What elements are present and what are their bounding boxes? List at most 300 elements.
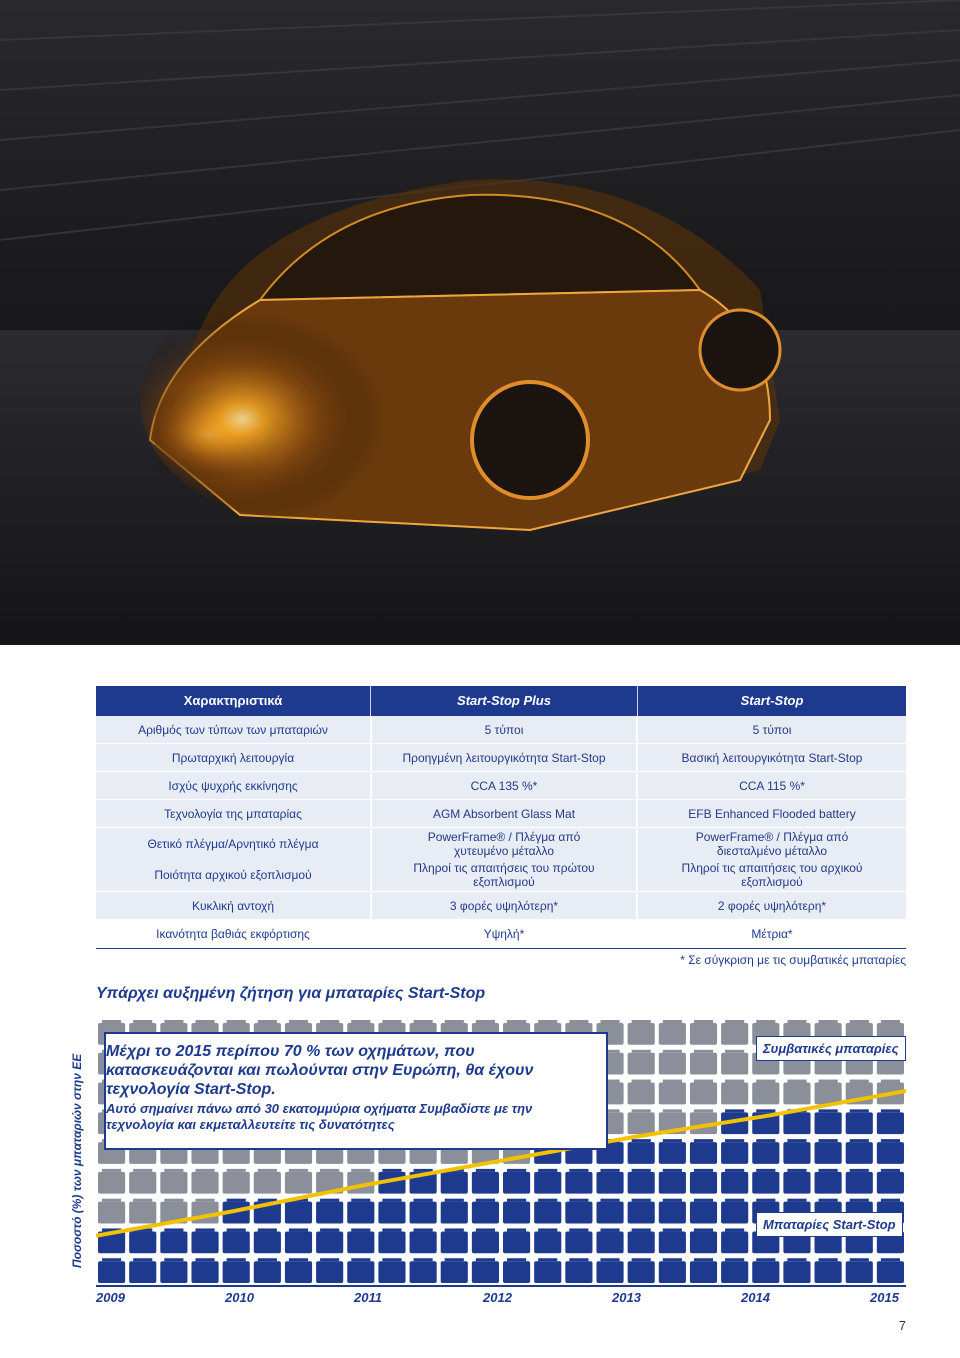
battery-terminal [476, 1020, 495, 1023]
battery-terminal [289, 1258, 308, 1261]
header-start-stop: Start-Stop [740, 693, 804, 708]
table-row [96, 800, 906, 828]
battery-cell-conventional [628, 1112, 655, 1134]
battery-terminal [725, 1080, 744, 1083]
row-label: Κυκλική αντοχή [96, 892, 370, 920]
cell-std: 5 τύποι [638, 716, 906, 744]
battery-terminal [881, 1020, 900, 1023]
battery-terminal [195, 1228, 214, 1231]
battery-terminal [663, 1139, 682, 1142]
battery-terminal [258, 1228, 277, 1231]
battery-cell-start-stop [316, 1202, 343, 1224]
battery-terminal [819, 1109, 838, 1112]
battery-terminal [850, 1139, 869, 1142]
battery-terminal [881, 1109, 900, 1112]
battery-cell-start-stop [472, 1202, 499, 1224]
battery-terminal [694, 1228, 713, 1231]
cell-plus: Προηγμένη λειτουργικότητα Start-Stop [370, 744, 638, 772]
battery-cell-start-stop [815, 1112, 842, 1134]
battery-cell-start-stop [503, 1202, 530, 1224]
battery-terminal [694, 1080, 713, 1083]
battery-cell-start-stop [254, 1261, 281, 1283]
battery-terminal [382, 1258, 401, 1261]
battery-cell-start-stop [628, 1261, 655, 1283]
battery-cell-start-stop [783, 1112, 810, 1134]
battery-terminal [881, 1169, 900, 1172]
label-conventional-batteries: Συμβατικές μπαταρίες [756, 1036, 906, 1061]
battery-cell-start-stop [98, 1261, 125, 1283]
battery-terminal [227, 1169, 246, 1172]
table-row [96, 716, 906, 744]
battery-terminal [351, 1199, 370, 1202]
battery-cell-conventional [659, 1023, 686, 1045]
battery-terminal [195, 1169, 214, 1172]
battery-terminal [787, 1169, 806, 1172]
row-label: Αριθμός των τύπων των μπαταριών [96, 716, 370, 744]
battery-terminal [164, 1199, 183, 1202]
battery-cell-conventional [628, 1023, 655, 1045]
battery-cell-start-stop [877, 1172, 904, 1194]
battery-terminal [819, 1169, 838, 1172]
battery-cell-start-stop [410, 1231, 437, 1253]
battery-cell-start-stop [690, 1202, 717, 1224]
battery-terminal [320, 1228, 339, 1231]
battery-cell-start-stop [877, 1142, 904, 1164]
x-tick-label: 2015 [870, 1290, 899, 1305]
battery-terminal [725, 1050, 744, 1053]
battery-cell-start-stop [347, 1261, 374, 1283]
battery-cell-start-stop [316, 1231, 343, 1253]
battery-terminal [164, 1258, 183, 1261]
battery-terminal [164, 1169, 183, 1172]
battery-cell-start-stop [659, 1142, 686, 1164]
battery-terminal [787, 1199, 806, 1202]
battery-terminal [102, 1020, 121, 1023]
battery-cell-start-stop [690, 1261, 717, 1283]
row-label-oe: Ποιότητα αρχικού εξοπλισμού [154, 868, 312, 883]
battery-cell-start-stop [721, 1261, 748, 1283]
battery-terminal [694, 1050, 713, 1053]
battery-terminal [538, 1199, 557, 1202]
battery-terminal [725, 1258, 744, 1261]
row-label: Τεχνολογία της μπαταρίας [96, 800, 370, 828]
battery-terminal [819, 1139, 838, 1142]
table-row [96, 744, 906, 772]
battery-cell-start-stop [565, 1202, 592, 1224]
battery-terminal [694, 1199, 713, 1202]
battery-terminal [195, 1020, 214, 1023]
battery-cell-start-stop [721, 1172, 748, 1194]
battery-terminal [881, 1080, 900, 1083]
battery-terminal [289, 1228, 308, 1231]
battery-terminal [663, 1109, 682, 1112]
battery-cell-start-stop [596, 1202, 623, 1224]
battery-cell-start-stop [721, 1202, 748, 1224]
battery-terminal [819, 1080, 838, 1083]
battery-terminal [725, 1109, 744, 1112]
battery-terminal [351, 1228, 370, 1231]
battery-cell-start-stop [534, 1172, 561, 1194]
cell-plus: 3 φορές υψηλότερη* [370, 892, 638, 920]
battery-terminal [164, 1228, 183, 1231]
battery-terminal [756, 1258, 775, 1261]
battery-terminal [507, 1228, 526, 1231]
battery-cell-start-stop [783, 1142, 810, 1164]
cell-std: CCA 115 %* [638, 772, 906, 800]
callout-headline: Μέχρι το 2015 περίπου 70 % των οχημάτων, που κατασκευάζονται και πωλούνται στην Ευρώπη, θα έχουν τεχνολογία Start-Stop. [106, 1043, 534, 1098]
battery-terminal [787, 1080, 806, 1083]
battery-terminal [351, 1258, 370, 1261]
battery-terminal [850, 1258, 869, 1261]
battery-cell-start-stop [378, 1202, 405, 1224]
battery-terminal [632, 1258, 651, 1261]
table-header [96, 686, 906, 716]
battery-cell-start-stop [191, 1231, 218, 1253]
battery-terminal [476, 1228, 495, 1231]
x-tick-label: 2009 [96, 1290, 125, 1305]
battery-terminal [476, 1258, 495, 1261]
cell-std-oe: Πληροί τις απαιτήσεις του αρχικού εξοπλισμού [681, 861, 863, 890]
battery-cell-start-stop [441, 1202, 468, 1224]
battery-cell-start-stop [160, 1261, 187, 1283]
battery-terminal [632, 1050, 651, 1053]
battery-terminal [819, 1020, 838, 1023]
battery-terminal [694, 1109, 713, 1112]
battery-terminal [133, 1020, 152, 1023]
battery-cell-start-stop [815, 1172, 842, 1194]
battery-cell-start-stop [752, 1261, 779, 1283]
page-number: 7 [898, 1318, 906, 1333]
battery-terminal [850, 1109, 869, 1112]
battery-cell-start-stop [690, 1142, 717, 1164]
cell-std: Βασική λειτουργικότητα Start-Stop [638, 744, 906, 772]
battery-terminal [850, 1080, 869, 1083]
table-row [96, 892, 906, 920]
battery-cell-conventional [659, 1053, 686, 1075]
battery-cell-start-stop [534, 1202, 561, 1224]
battery-terminal [569, 1020, 588, 1023]
hero-car-photo [0, 0, 960, 645]
battery-terminal [756, 1020, 775, 1023]
cell-plus: AGM Absorbent Glass Mat [370, 800, 638, 828]
battery-cell-start-stop [223, 1261, 250, 1283]
battery-cell-start-stop [659, 1231, 686, 1253]
battery-cell-start-stop [503, 1261, 530, 1283]
battery-terminal [445, 1228, 464, 1231]
battery-terminal [133, 1258, 152, 1261]
battery-terminal [600, 1228, 619, 1231]
battery-terminal [756, 1139, 775, 1142]
battery-terminal [663, 1050, 682, 1053]
battery-terminal [569, 1199, 588, 1202]
battery-cell-start-stop [846, 1142, 873, 1164]
battery-cell-conventional [129, 1202, 156, 1224]
battery-cell-conventional [191, 1172, 218, 1194]
battery-terminal [445, 1199, 464, 1202]
battery-terminal [725, 1199, 744, 1202]
battery-terminal [351, 1169, 370, 1172]
battery-cell-conventional [783, 1083, 810, 1105]
battery-cell-start-stop [846, 1112, 873, 1134]
battery-cell-start-stop [347, 1202, 374, 1224]
battery-terminal [538, 1020, 557, 1023]
battery-terminal [881, 1258, 900, 1261]
battery-terminal [725, 1139, 744, 1142]
table-footnote: * Σε σύγκριση με τις συμβατικές μπαταρίες [680, 953, 906, 967]
battery-cell-start-stop [316, 1261, 343, 1283]
battery-terminal [507, 1169, 526, 1172]
battery-terminal [787, 1020, 806, 1023]
battery-cell-conventional [721, 1083, 748, 1105]
battery-cell-start-stop [565, 1172, 592, 1194]
battery-cell-conventional [721, 1023, 748, 1045]
battery-terminal [756, 1109, 775, 1112]
battery-cell-conventional [815, 1083, 842, 1105]
battery-terminal [227, 1199, 246, 1202]
battery-terminal [881, 1199, 900, 1202]
battery-terminal [756, 1169, 775, 1172]
battery-cell-start-stop [846, 1172, 873, 1194]
battery-terminal [227, 1020, 246, 1023]
battery-terminal [476, 1169, 495, 1172]
battery-terminal [694, 1169, 713, 1172]
battery-cell-start-stop [472, 1231, 499, 1253]
battery-cell-start-stop [565, 1231, 592, 1253]
battery-terminal [164, 1020, 183, 1023]
battery-cell-start-stop [815, 1261, 842, 1283]
battery-cell-start-stop [721, 1231, 748, 1253]
battery-terminal [445, 1020, 464, 1023]
battery-cell-start-stop [659, 1172, 686, 1194]
battery-terminal [320, 1199, 339, 1202]
battery-terminal [881, 1139, 900, 1142]
battery-terminal [476, 1199, 495, 1202]
battery-terminal [195, 1199, 214, 1202]
battery-terminal [663, 1020, 682, 1023]
battery-terminal [632, 1228, 651, 1231]
label-start-stop-batteries: Μπαταρίες Start-Stop [756, 1212, 903, 1237]
battery-terminal [382, 1228, 401, 1231]
battery-cell-start-stop [472, 1261, 499, 1283]
battery-terminal [819, 1199, 838, 1202]
battery-terminal [133, 1169, 152, 1172]
battery-terminal [725, 1228, 744, 1231]
battery-cell-start-stop [191, 1261, 218, 1283]
battery-cell-start-stop [378, 1261, 405, 1283]
battery-cell-conventional [160, 1172, 187, 1194]
x-tick-label: 2013 [612, 1290, 641, 1305]
battery-cell-start-stop [441, 1231, 468, 1253]
battery-terminal [102, 1258, 121, 1261]
battery-cell-conventional [98, 1202, 125, 1224]
battery-cell-start-stop [628, 1231, 655, 1253]
battery-cell-start-stop [659, 1261, 686, 1283]
battery-cell-start-stop [596, 1172, 623, 1194]
battery-cell-start-stop [223, 1231, 250, 1253]
battery-terminal [320, 1020, 339, 1023]
cell-plus-oe: Πληροί τις απαιτήσεις του πρώτου εξοπλισμού [413, 861, 595, 890]
battery-cell-start-stop [565, 1261, 592, 1283]
battery-terminal [756, 1199, 775, 1202]
cell-plus: 5 τύποι [370, 716, 638, 744]
battery-cell-conventional [721, 1053, 748, 1075]
battery-cell-start-stop [534, 1231, 561, 1253]
battery-terminal [414, 1199, 433, 1202]
battery-cell-start-stop [503, 1231, 530, 1253]
battery-cell-start-stop [596, 1231, 623, 1253]
battery-cell-start-stop [877, 1112, 904, 1134]
battery-terminal [694, 1020, 713, 1023]
battery-terminal [351, 1020, 370, 1023]
row-label: Πρωταρχική λειτουργία [96, 744, 370, 772]
table-row [96, 772, 906, 800]
callout-subtext: Αυτό σημαίνει πάνω από 30 εκατομμύρια οχήματα Συμβαδίστε με την τεχνολογία και εκμεταλλευτείτε τις δυνατότητες [106, 1101, 533, 1132]
x-tick-label: 2012 [483, 1290, 512, 1305]
battery-cell-conventional [628, 1083, 655, 1105]
battery-cell-start-stop [690, 1172, 717, 1194]
battery-terminal [507, 1020, 526, 1023]
battery-terminal [382, 1020, 401, 1023]
battery-terminal [632, 1020, 651, 1023]
row-label-grid: Θετικό πλέγμα/Αρνητικό πλέγμα [147, 836, 319, 851]
battery-terminal [507, 1258, 526, 1261]
battery-terminal [600, 1258, 619, 1261]
battery-cell-start-stop [596, 1261, 623, 1283]
table-row [96, 920, 906, 949]
cell-std [638, 828, 906, 892]
battery-terminal [414, 1258, 433, 1261]
battery-cell-start-stop [129, 1261, 156, 1283]
battery-terminal [850, 1199, 869, 1202]
battery-cell-start-stop [410, 1261, 437, 1283]
battery-cell-start-stop [534, 1261, 561, 1283]
battery-terminal [414, 1228, 433, 1231]
car-illustration [0, 0, 960, 645]
battery-cell-start-stop [254, 1231, 281, 1253]
battery-terminal [600, 1169, 619, 1172]
battery-terminal [819, 1258, 838, 1261]
chart-title: Υπάρχει αυξημένη ζήτηση για μπαταρίες Start-Stop [96, 985, 486, 1002]
battery-cell-start-stop [659, 1202, 686, 1224]
battery-cell-start-stop [378, 1231, 405, 1253]
battery-terminal [725, 1020, 744, 1023]
battery-terminal [289, 1020, 308, 1023]
row-label: Ικανότητα βαθιάς εκφόρτισης [156, 927, 310, 941]
battery-cell-start-stop [503, 1172, 530, 1194]
cell-std-grid: PowerFrame® / Πλέγμα από διεσταλμένο μέταλλο [695, 829, 849, 858]
battery-terminal [632, 1080, 651, 1083]
battery-cell-conventional [254, 1172, 281, 1194]
x-tick-label: 2014 [741, 1290, 770, 1305]
battery-cell-start-stop [690, 1231, 717, 1253]
battery-terminal [569, 1169, 588, 1172]
cell-plus: CCA 135 %* [370, 772, 638, 800]
battery-cell-conventional [129, 1172, 156, 1194]
battery-terminal [694, 1139, 713, 1142]
battery-terminal [133, 1199, 152, 1202]
row-label: Ισχύς ψυχρής εκκίνησης [96, 772, 370, 800]
battery-terminal [507, 1199, 526, 1202]
battery-terminal [258, 1258, 277, 1261]
battery-cell-start-stop [285, 1261, 312, 1283]
battery-terminal [382, 1169, 401, 1172]
cell-plus: Υψηλή* [483, 927, 525, 941]
battery-cell-conventional [223, 1172, 250, 1194]
battery-terminal [538, 1258, 557, 1261]
battery-cell-start-stop [628, 1142, 655, 1164]
x-tick-label: 2010 [225, 1290, 254, 1305]
x-axis-line [96, 1285, 906, 1287]
battery-terminal [663, 1169, 682, 1172]
battery-terminal [694, 1258, 713, 1261]
battery-cell-start-stop [783, 1172, 810, 1194]
y-axis-label-text: Ποσοστό (%) των μπαταριών στην ΕΕ [70, 1053, 84, 1268]
battery-cell-conventional [690, 1083, 717, 1105]
battery-terminal [663, 1228, 682, 1231]
battery-terminal [102, 1169, 121, 1172]
battery-terminal [600, 1199, 619, 1202]
battery-cell-start-stop [129, 1231, 156, 1253]
battery-terminal [414, 1020, 433, 1023]
battery-cell-start-stop [441, 1261, 468, 1283]
battery-terminal [102, 1199, 121, 1202]
battery-cell-start-stop [160, 1231, 187, 1253]
battery-cell-start-stop [721, 1142, 748, 1164]
battery-terminal [632, 1169, 651, 1172]
header-features: Χαρακτηριστικά [183, 693, 283, 708]
battery-cell-start-stop [285, 1231, 312, 1253]
battery-terminal [569, 1228, 588, 1231]
battery-terminal [787, 1258, 806, 1261]
battery-terminal [195, 1258, 214, 1261]
battery-terminal [632, 1109, 651, 1112]
battery-cell-conventional [659, 1083, 686, 1105]
cell-plus [370, 828, 638, 892]
battery-terminal [258, 1020, 277, 1023]
x-axis-years [96, 1290, 906, 1308]
battery-cell-conventional [690, 1053, 717, 1075]
battery-terminal [850, 1169, 869, 1172]
battery-terminal [663, 1258, 682, 1261]
battery-cell-conventional [752, 1083, 779, 1105]
battery-cell-start-stop [877, 1261, 904, 1283]
battery-cell-start-stop [285, 1202, 312, 1224]
battery-terminal [569, 1258, 588, 1261]
battery-cell-conventional [98, 1172, 125, 1194]
battery-terminal [725, 1169, 744, 1172]
battery-terminal [632, 1199, 651, 1202]
battery-terminal [600, 1020, 619, 1023]
battery-terminal [632, 1139, 651, 1142]
battery-terminal [227, 1258, 246, 1261]
battery-cell-start-stop [347, 1231, 374, 1253]
battery-terminal [756, 1080, 775, 1083]
battery-cell-start-stop [628, 1172, 655, 1194]
cell-std: 2 φορές υψηλότερη* [638, 892, 906, 920]
chart-callout [104, 1032, 608, 1150]
battery-terminal [538, 1169, 557, 1172]
battery-terminal [663, 1199, 682, 1202]
battery-terminal [320, 1258, 339, 1261]
battery-terminal [538, 1228, 557, 1231]
battery-cell-start-stop [628, 1202, 655, 1224]
battery-terminal [850, 1020, 869, 1023]
battery-cell-conventional [690, 1023, 717, 1045]
battery-cell-start-stop [846, 1261, 873, 1283]
battery-cell-start-stop [441, 1172, 468, 1194]
battery-cell-conventional [628, 1053, 655, 1075]
battery-terminal [445, 1258, 464, 1261]
